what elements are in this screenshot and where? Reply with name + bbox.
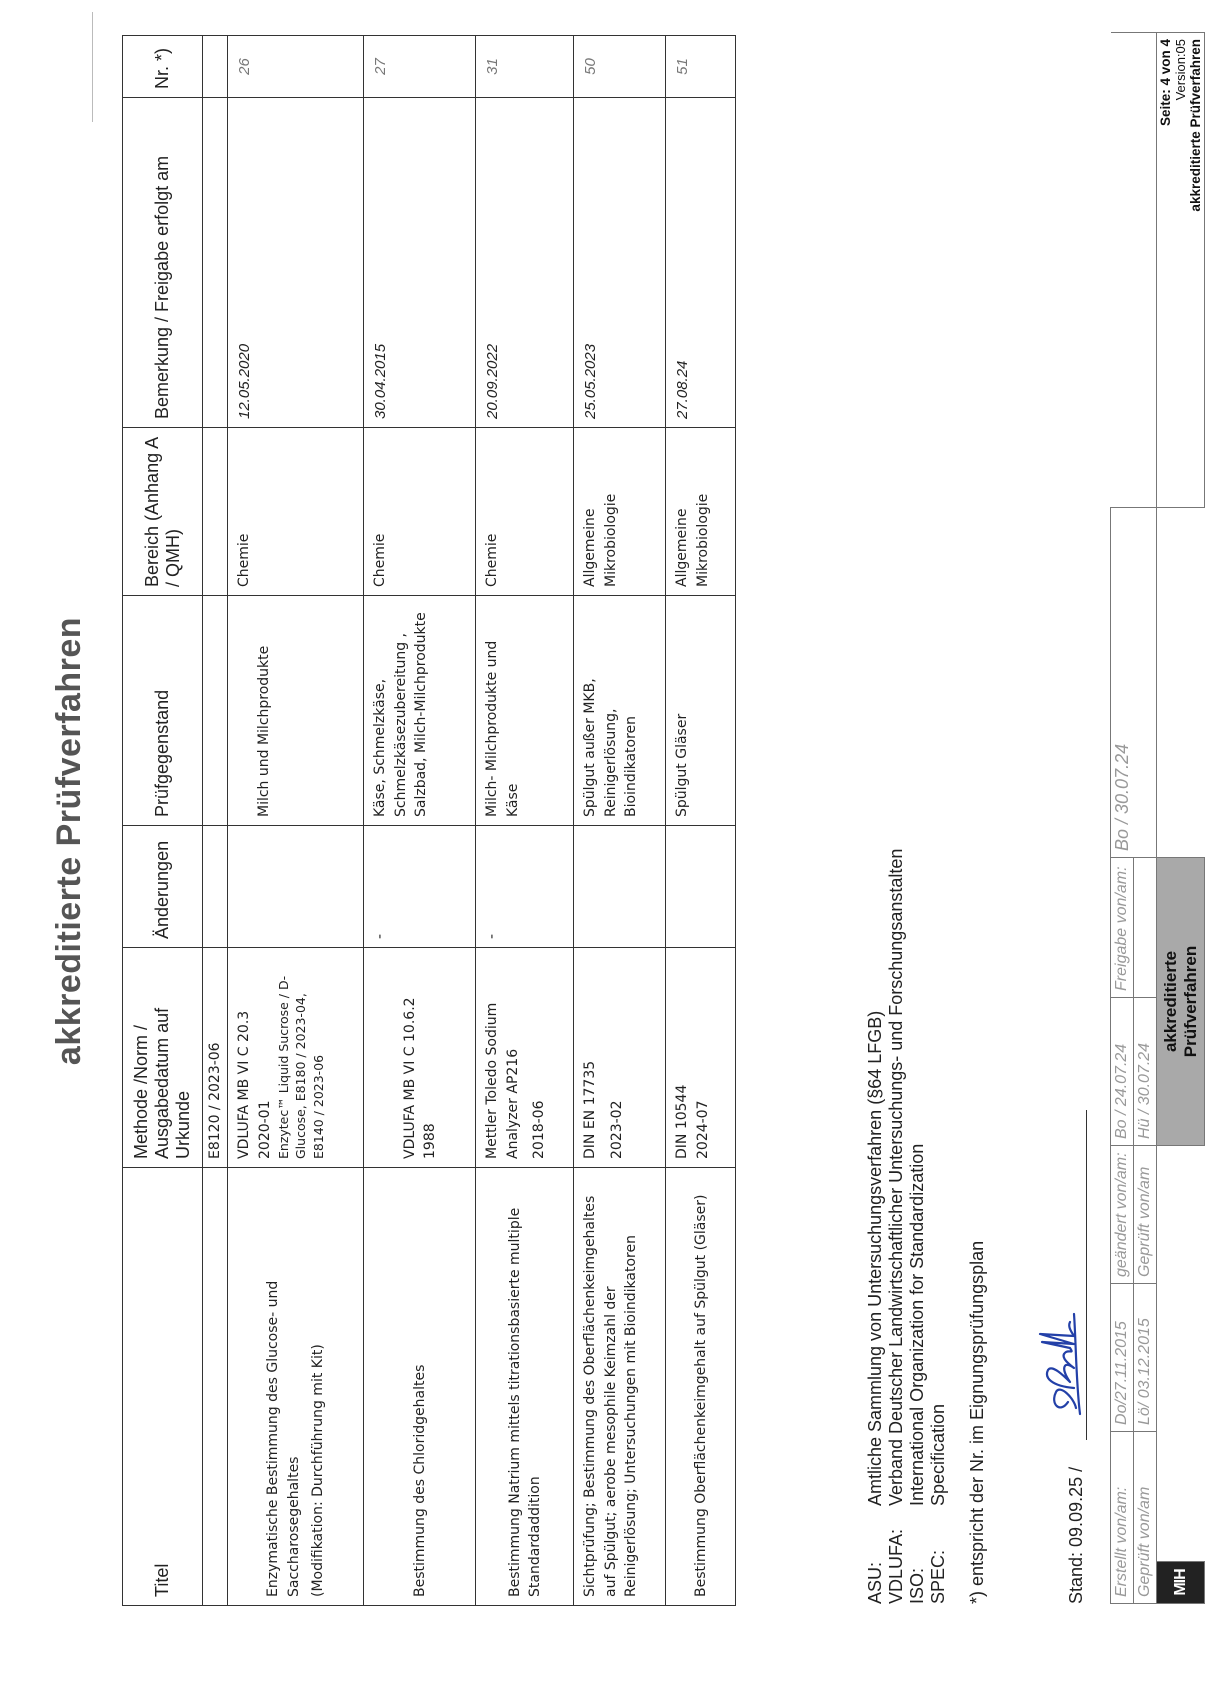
bemerkung-cell: 30.04.2015 xyxy=(364,98,476,428)
table-row xyxy=(666,36,736,1606)
abbreviation-item: ASU:Amtliche Sammlung von Untersuchungsverfahren (§64 LFGB) xyxy=(865,1010,885,1604)
footnote: *) entspricht der Nr. im Eignungsprüfungsplan xyxy=(967,1240,987,1604)
bemerkung-cell: 20.09.2022 xyxy=(476,98,574,428)
aenderungen-cell xyxy=(574,826,666,948)
pruefgegenstand-cell: Käse, Schmelzkäse, Schmelzkäsezubereitung , Salzbad, Milch-Milchprodukte xyxy=(364,596,476,826)
methode-cell: DIN EN 17735 2023-02 xyxy=(574,948,666,1168)
aenderungen-cell: - xyxy=(476,826,574,948)
table-row xyxy=(574,36,666,1606)
table-row xyxy=(476,36,574,1606)
titel-cell: Enzymatische Bestimmung des Glucose- und Saccharosegehaltes (Modifikation: Durchführung mit Kit) xyxy=(228,1168,364,1606)
aenderungen-cell xyxy=(228,826,364,948)
erstellt-label: Erstellt von/am: xyxy=(1111,1431,1134,1603)
nr-cell: 26 xyxy=(228,36,364,98)
aenderungen-cell: - xyxy=(364,826,476,948)
col-header-pruefgegenstand: Prüfgegenstand xyxy=(123,596,203,826)
freigabe-label: Freigabe von/am: xyxy=(1111,857,1134,997)
table-row xyxy=(228,36,364,1606)
col-header-aenderungen: Änderungen xyxy=(123,826,203,948)
methode-cell: Mettler Toledo Sodium Analyzer AP216 2018-06 xyxy=(476,948,574,1168)
nr-cell: 31 xyxy=(476,36,574,98)
bereich-cell: Chemie xyxy=(476,428,574,596)
nr-cell: 50 xyxy=(574,36,666,98)
col-header-methode: Methode /Norm / Ausgabedatum auf Urkunde xyxy=(123,948,203,1168)
mih-logo: MIH xyxy=(1157,1562,1205,1604)
bereich-cell: Chemie xyxy=(364,428,476,596)
pruefgegenstand-cell: Spülgut außer MKB, Reinigerlösung, Bioindikatoren xyxy=(574,596,666,826)
geprueft1-label: Geprüft von/am xyxy=(1134,1431,1157,1603)
nr-cell: 27 xyxy=(364,36,476,98)
bereich-cell: Chemie xyxy=(228,428,364,596)
document-control-footer xyxy=(1110,32,1205,1604)
methode-cell: VDLUFA MB VI C 10.6.2 1988 xyxy=(364,948,476,1168)
aenderungen-cell xyxy=(666,826,736,948)
titel-cell: Bestimmung Natrium mittels titrationsbasierte multiple Standardaddition xyxy=(476,1168,574,1606)
bemerkung-cell: 12.05.2020 xyxy=(228,98,364,428)
pruefgegenstand-cell: Milch- Milchprodukte und Käse xyxy=(476,596,574,826)
bemerkung-cell: 25.05.2023 xyxy=(574,98,666,428)
methode-cell: VDLUFA MB VI C 20.3 2020-01 Enzytec™ Liquid Sucrose / D-Glucose, E8180 / 2023-04, E8140 / 2023-06 xyxy=(228,948,364,1168)
titel-cell: Bestimmung des Chloridgehaltes xyxy=(364,1168,476,1606)
nr-cell: 51 xyxy=(666,36,736,98)
abbreviation-item: ISO:International Organization for Standardization xyxy=(907,1143,927,1604)
top-rule xyxy=(92,12,93,122)
table-row xyxy=(203,36,228,1606)
methode-cell: DIN 10544 2024-07 xyxy=(666,948,736,1168)
abbreviation-item: VDLUFA:Verband Deutscher Landwirtschaftlicher Untersuchungs- und Forschungsanstalten xyxy=(886,848,906,1604)
geaendert-value: Bo / 24.07.24 xyxy=(1111,997,1134,1145)
abbreviation-item: SPEC:Specification xyxy=(928,1403,948,1604)
methode-cell: E8120 / 2023-06 xyxy=(203,948,228,1168)
bereich-cell: Allgemeine Mikrobiologie xyxy=(574,428,666,596)
col-header-nr: Nr. *) xyxy=(123,36,203,98)
document-title-box: akkreditierte Prüfverfahren xyxy=(1157,857,1205,1145)
col-header-bereich: Bereich (Anhang A / QMH) xyxy=(123,428,203,596)
bemerkung-cell: 27.08.24 xyxy=(666,98,736,428)
geprueft1-value: Lö/ 03.12.2015 xyxy=(1134,1283,1157,1431)
geprueft2-label: Geprüft von/am xyxy=(1134,1145,1157,1283)
page-heading: akkreditierte Prüfverfahren xyxy=(50,616,88,1066)
freigabe-value: Bo / 30.07.24 xyxy=(1111,507,1157,857)
pruefgegenstand-cell: Milch und Milchprodukte xyxy=(228,596,364,826)
col-header-titel: Titel xyxy=(123,1168,203,1606)
col-header-bemerkung: Bemerkung / Freigabe erfolgt am xyxy=(123,98,203,428)
table-header-row xyxy=(123,36,203,1606)
page-info: Seite: 4 von 4 Version:05 akkreditierte Prüfverfahren xyxy=(1157,32,1205,507)
geprueft2-value: Hü / 30.07.24 xyxy=(1134,997,1157,1145)
titel-cell: Sichtprüfung; Bestimmung des Oberflächenkeimgehaltes auf Spülgut; aerobe mesophile Keimzahl der Reinigerlösung; Untersuchungen mit Bioindikatoren xyxy=(574,1168,666,1606)
signature-icon xyxy=(1030,1302,1090,1422)
bereich-cell: Allgemeine Mikrobiologie xyxy=(666,428,736,596)
abbreviations-list xyxy=(865,849,949,1604)
procedures-table xyxy=(122,35,736,1606)
table-row xyxy=(364,36,476,1606)
titel-cell: Bestimmung Oberflächenkeimgehalt auf Spülgut (Gläser) xyxy=(666,1168,736,1606)
pruefgegenstand-cell: Spülgut Gläser xyxy=(666,596,736,826)
geaendert-label: geändert von/am: xyxy=(1111,1145,1134,1283)
stand-date: Stand: 09.09.25 / xyxy=(1066,1466,1086,1604)
erstellt-value: Do/27.11.2015 xyxy=(1111,1283,1134,1431)
